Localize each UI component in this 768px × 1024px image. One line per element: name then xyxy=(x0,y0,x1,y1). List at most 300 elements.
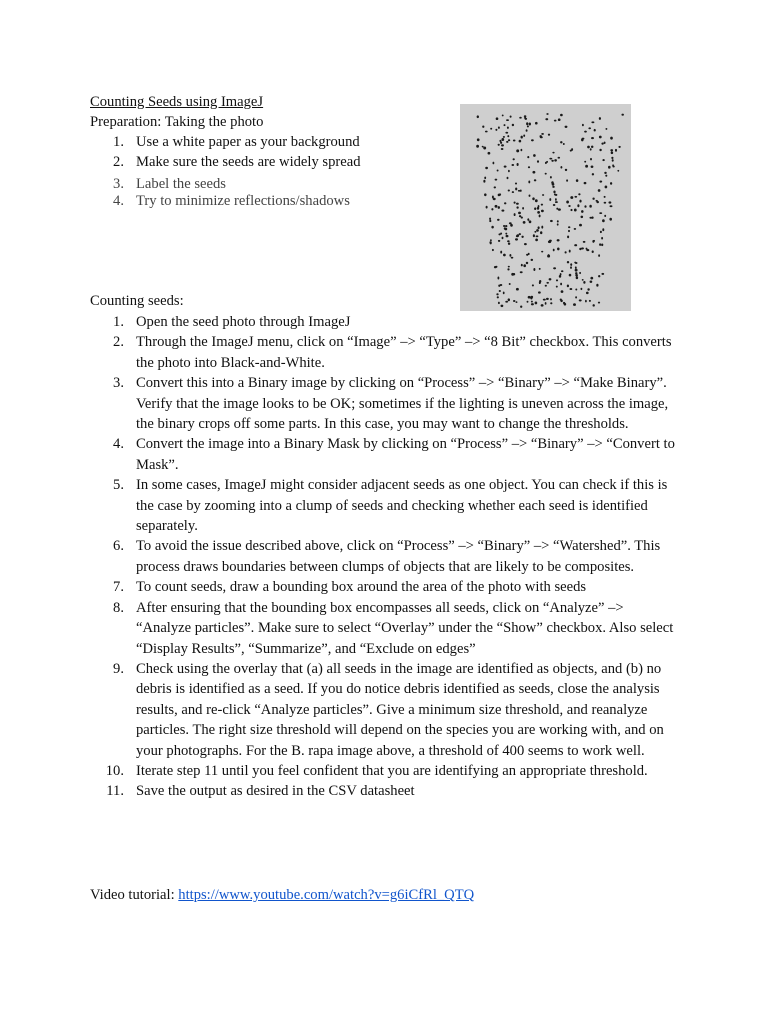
seed-dot xyxy=(610,137,613,140)
seed-dot xyxy=(527,301,529,303)
seed-dot xyxy=(541,210,544,213)
seed-dot xyxy=(583,241,586,243)
seed-dot xyxy=(554,120,557,122)
seed-dot xyxy=(509,283,511,285)
seed-dot xyxy=(541,251,543,253)
seed-dot xyxy=(575,274,578,277)
seed-dot xyxy=(610,205,613,207)
seed-dot xyxy=(477,138,480,141)
seed-dot xyxy=(503,225,505,227)
seed-dot xyxy=(591,165,594,167)
seed-dot xyxy=(526,254,528,256)
step-number: 2. xyxy=(113,334,124,351)
video-tutorial-link[interactable]: https://www.youtube.com/watch?v=g6iCfRl_QTQ xyxy=(178,887,475,903)
seed-dot xyxy=(585,165,588,168)
seed-dot xyxy=(541,133,544,135)
seed-dot xyxy=(598,189,601,192)
seed-dot xyxy=(507,240,510,242)
seed-dot xyxy=(584,131,587,133)
seed-dot xyxy=(557,223,559,225)
step-number: 1. xyxy=(113,314,124,330)
seed-dot xyxy=(604,141,606,144)
seed-dot xyxy=(515,238,518,240)
seed-dot xyxy=(602,219,605,222)
seed-dot xyxy=(570,150,572,152)
preparation-step xyxy=(90,132,450,152)
seed-dot xyxy=(561,290,564,293)
seed-dot xyxy=(602,159,604,161)
seed-dot xyxy=(533,234,535,237)
seed-dot xyxy=(568,226,570,228)
seed-dot xyxy=(599,181,602,183)
seed-dot xyxy=(496,117,499,120)
seed-dot xyxy=(570,209,572,211)
seed-dot xyxy=(553,191,555,194)
seed-dot xyxy=(566,179,568,181)
seed-dot xyxy=(492,196,494,199)
seed-dot xyxy=(546,282,549,284)
seed-dot xyxy=(523,264,526,267)
seed-dot xyxy=(497,296,499,298)
seed-dot xyxy=(558,208,561,210)
seed-dot xyxy=(550,298,552,300)
seed-dot xyxy=(565,251,567,253)
seed-dot xyxy=(500,251,502,254)
step-number: 1. xyxy=(113,134,124,150)
seed-dot xyxy=(590,148,592,150)
seed-dot xyxy=(594,129,596,132)
seed-dot xyxy=(554,159,557,161)
seed-dot xyxy=(482,146,484,148)
seed-dot xyxy=(555,198,557,201)
seed-dot xyxy=(574,244,577,246)
seed-dot xyxy=(575,269,578,272)
seed-dot xyxy=(539,268,541,270)
seed-dot xyxy=(549,158,552,160)
seed-dot xyxy=(545,173,547,175)
seed-dot xyxy=(568,205,570,207)
seed-dot xyxy=(503,254,506,257)
seed-dot xyxy=(523,221,526,224)
seed-dot xyxy=(483,147,486,150)
seed-dot xyxy=(610,149,613,151)
seed-dot xyxy=(513,300,515,302)
seed-dot xyxy=(557,220,559,222)
seed-dot xyxy=(550,220,553,222)
seed-dot xyxy=(518,190,521,192)
seed-dot xyxy=(508,139,510,141)
counting-steps-list xyxy=(90,312,682,802)
seed-dot xyxy=(549,278,552,280)
seed-dot xyxy=(546,113,548,115)
seed-dot xyxy=(527,125,529,127)
seed-dot xyxy=(569,274,572,277)
seed-dot xyxy=(590,277,593,280)
seed-dot xyxy=(612,165,614,167)
seed-dot xyxy=(515,183,517,185)
counting-step xyxy=(90,577,682,597)
seed-dot xyxy=(560,141,562,143)
seed-dot xyxy=(545,118,548,120)
seed-dot xyxy=(575,296,577,298)
seed-dot xyxy=(601,142,603,144)
seed-dot xyxy=(520,149,522,152)
seed-dot xyxy=(490,239,492,241)
seed-dot xyxy=(506,235,509,237)
seed-dot xyxy=(589,300,591,302)
seed-dot xyxy=(526,129,528,132)
seed-dot xyxy=(561,270,563,272)
seed-dot xyxy=(605,185,608,188)
seed-dot xyxy=(510,116,512,118)
video-tutorial-label: Video tutorial: xyxy=(90,887,175,903)
seed-dot xyxy=(584,182,587,184)
seed-dot xyxy=(516,203,519,205)
seed-dot xyxy=(504,124,506,126)
seed-dot xyxy=(582,279,584,281)
seed-dot xyxy=(584,205,586,208)
seed-dot xyxy=(503,136,505,138)
step-text: Save the output as desired in the CSV datasheet xyxy=(136,783,415,800)
seed-dot xyxy=(519,215,521,217)
seed-dot xyxy=(570,196,573,199)
seed-dot xyxy=(591,146,593,149)
seed-dot xyxy=(503,292,505,295)
seed-dot xyxy=(526,262,529,264)
seed-dot xyxy=(516,206,518,208)
seed-dot xyxy=(576,276,578,279)
seed-dot xyxy=(556,286,558,288)
seed-dot xyxy=(501,148,504,150)
seed-dot xyxy=(591,121,594,123)
seed-dot xyxy=(524,243,527,245)
seed-dot xyxy=(497,277,499,280)
seed-dot xyxy=(557,247,560,250)
seed-dot xyxy=(490,128,492,130)
seed-dot xyxy=(549,241,552,243)
seed-dot xyxy=(541,204,543,206)
step-text: Make sure the seeds are widely spread xyxy=(136,154,361,171)
seed-dot xyxy=(508,190,510,192)
seed-dot xyxy=(579,299,582,301)
seed-dot xyxy=(543,299,546,301)
seed-dot xyxy=(588,127,591,129)
seed-dot xyxy=(519,233,521,235)
seed-dot xyxy=(600,231,602,234)
seed-dot xyxy=(536,235,539,237)
seed-dot xyxy=(612,159,614,162)
seed-dot xyxy=(615,149,617,152)
seed-dot xyxy=(579,224,582,227)
seed-dot xyxy=(575,288,577,290)
seed-dot xyxy=(568,230,570,232)
seed-dot xyxy=(484,176,486,179)
seed-dot xyxy=(515,187,517,190)
seed-dot xyxy=(531,139,534,141)
seed-dot xyxy=(563,302,565,304)
seed-dot xyxy=(581,138,584,141)
seed-dot xyxy=(534,179,536,181)
seed-dot xyxy=(488,152,491,155)
seed-dot xyxy=(537,207,539,210)
seed-dot xyxy=(498,240,500,242)
seed-dot xyxy=(558,157,561,159)
seed-dot xyxy=(489,217,491,220)
seed-dot xyxy=(511,273,514,276)
seed-dot xyxy=(511,257,514,259)
seed-dot xyxy=(529,123,531,126)
seed-dot xyxy=(528,296,531,299)
seed-dot xyxy=(516,288,519,291)
seed-dot xyxy=(592,304,594,307)
seed-dot xyxy=(496,293,498,295)
seed-dot xyxy=(555,201,558,203)
seed-dot xyxy=(538,226,540,229)
seed-dot xyxy=(554,194,556,196)
seed-dot xyxy=(511,164,514,166)
seed-dot xyxy=(611,151,614,154)
step-text: Label the seeds xyxy=(136,175,226,192)
counting-step xyxy=(90,332,682,373)
seed-dot xyxy=(527,156,529,158)
seed-dot xyxy=(577,204,579,207)
seed-dot xyxy=(508,243,510,245)
step-number: 10. xyxy=(105,762,124,779)
seed-dot xyxy=(574,262,576,264)
seed-dot xyxy=(580,288,582,290)
seed-dot xyxy=(519,117,522,119)
seed-dot xyxy=(534,207,536,210)
counting-step xyxy=(90,536,682,577)
step-text: Convert the image into a Binary Mask by clicking on “Process” –> “Binary” –> “Convert to Mask”. xyxy=(136,436,675,473)
seed-dot xyxy=(592,250,594,253)
seed-dot xyxy=(489,241,491,243)
seed-dot xyxy=(593,240,595,242)
seed-dot xyxy=(596,284,598,287)
seed-dot xyxy=(550,176,552,179)
seed-dot xyxy=(532,171,535,174)
seed-dot xyxy=(567,236,569,239)
seed-dot xyxy=(535,239,538,242)
seed-dot xyxy=(621,114,624,116)
document-title: Counting Seeds using ImageJ xyxy=(90,94,264,110)
seed-dot xyxy=(560,166,562,169)
seed-dot xyxy=(601,243,603,246)
seed-dot xyxy=(552,186,555,188)
seed-dot xyxy=(512,124,514,126)
step-number: 4. xyxy=(113,436,124,453)
step-number: 11. xyxy=(106,783,124,800)
step-text: Use a white paper as your background xyxy=(136,134,360,150)
seed-dot xyxy=(553,267,556,269)
seed-dot xyxy=(537,211,540,214)
seed-dot xyxy=(508,266,510,268)
counting-step xyxy=(90,781,682,801)
seed-dot xyxy=(552,152,554,154)
seed-dot xyxy=(604,172,607,174)
seed-dot xyxy=(581,216,584,218)
seed-dot xyxy=(576,179,578,182)
seed-dot xyxy=(501,138,504,141)
step-text: Open the seed photo through ImageJ xyxy=(136,314,351,330)
seed-dot xyxy=(535,301,538,304)
seed-dot xyxy=(513,140,516,142)
seed-dot xyxy=(570,266,572,269)
seed-dot xyxy=(574,196,577,198)
seed-dot xyxy=(484,193,487,196)
seed-dot xyxy=(557,239,560,241)
seed-dot xyxy=(498,126,500,129)
seed-dot xyxy=(504,202,506,204)
seed-dot xyxy=(529,195,531,197)
seed-dot xyxy=(540,231,542,234)
counting-step xyxy=(90,312,682,332)
seed-dot xyxy=(537,160,539,163)
seed-dot xyxy=(532,284,534,286)
seed-dot xyxy=(547,255,550,258)
seed-dot xyxy=(477,115,479,118)
seed-dot xyxy=(552,183,555,186)
seed-dot xyxy=(508,298,510,301)
step-text: To count seeds, draw a bounding box around the area of the photo with seeds xyxy=(136,579,587,596)
seed-dot xyxy=(512,191,514,193)
preparation-step xyxy=(90,152,450,172)
seed-dot xyxy=(491,208,493,210)
seed-dot xyxy=(590,281,593,283)
seed-photo xyxy=(460,104,631,311)
seed-dot xyxy=(604,202,607,204)
seed-dot xyxy=(599,117,601,120)
seed-dot xyxy=(559,275,561,278)
seed-dot xyxy=(534,231,536,233)
seed-dot xyxy=(499,290,501,292)
step-text: To avoid the issue described above, click on “Process” –> “Binary” –> “Watershed”. This process draws boundaries between clumps of objects that are likely to be composites. xyxy=(136,538,661,575)
seed-dot xyxy=(502,237,504,240)
seed-dot xyxy=(563,143,565,145)
seed-dot xyxy=(507,135,509,137)
step-number: 3. xyxy=(113,175,124,192)
seed-dot xyxy=(533,268,535,271)
seed-dot xyxy=(528,180,530,183)
seed-dot xyxy=(587,146,590,149)
seed-dot xyxy=(601,237,603,240)
seed-dot xyxy=(535,199,538,202)
seed-dot xyxy=(541,226,543,229)
seed-dot xyxy=(567,285,569,288)
seed-dot xyxy=(504,227,506,230)
seed-dot xyxy=(505,233,507,235)
seed-dot xyxy=(494,186,496,188)
seed-dot xyxy=(574,209,577,212)
seed-dot xyxy=(579,272,581,274)
seed-dot xyxy=(565,126,568,128)
seed-dot xyxy=(476,145,479,148)
seed-dot xyxy=(530,296,533,298)
seed-dot xyxy=(567,261,569,263)
seed-dot xyxy=(506,141,508,143)
seed-dot xyxy=(596,200,598,202)
seed-dot xyxy=(528,166,530,168)
seed-dot xyxy=(591,137,594,139)
seed-dot xyxy=(502,114,504,116)
seed-dot xyxy=(590,158,592,161)
seed-dot xyxy=(521,136,523,139)
counting-step xyxy=(90,659,682,761)
counting-step xyxy=(90,434,682,475)
seed-dot xyxy=(518,212,521,215)
seed-dot xyxy=(556,279,558,281)
seed-dot xyxy=(611,157,613,159)
seed-dot xyxy=(517,163,519,166)
seed-photo-image xyxy=(460,104,631,311)
seed-dot xyxy=(539,281,541,284)
seed-dot xyxy=(604,196,606,198)
seed-dot xyxy=(599,149,601,151)
seed-dot xyxy=(570,263,572,266)
seed-dot xyxy=(505,132,508,134)
step-text: Try to minimize reflections/shadows xyxy=(136,193,350,210)
seed-dot xyxy=(569,250,571,253)
seed-dot xyxy=(491,226,493,229)
seed-dot xyxy=(598,254,600,257)
seed-dot xyxy=(575,266,577,269)
seed-dot xyxy=(482,125,484,127)
seed-dot xyxy=(610,182,612,185)
seed-dot xyxy=(514,213,516,216)
preparation-steps-list xyxy=(90,132,450,212)
step-text: Check using the overlay that (a) all seeds in the image are identified as objects, and (b) no debris is identified as a seed. If you do notice debris identified as seeds, close the analysis results, and re-click “Analyze particles”. Give a minimum size threshold, and reanalyze particles. The right size threshold will depend on the species you are working with, and on your photographs. For the B. rapa image above, a threshold of 400 seems to work well. xyxy=(136,660,664,759)
seed-dot xyxy=(501,305,504,307)
seed-dot xyxy=(494,266,497,268)
seed-dot xyxy=(542,194,544,196)
seed-dot xyxy=(485,131,488,133)
seed-dot xyxy=(516,235,519,237)
seed-dot xyxy=(618,146,620,148)
seed-dot xyxy=(582,124,584,127)
seed-dot xyxy=(483,180,485,183)
step-number: 9. xyxy=(113,660,124,677)
seed-dot xyxy=(500,233,502,235)
seed-dot xyxy=(599,212,602,214)
seed-dot xyxy=(586,248,588,250)
seed-dot xyxy=(586,292,589,295)
video-tutorial-line xyxy=(90,885,474,905)
seed-dot xyxy=(560,299,562,302)
seed-dot xyxy=(598,275,600,277)
seed-dot xyxy=(485,167,488,169)
seed-dot xyxy=(605,175,607,177)
seed-dot xyxy=(550,302,552,304)
seed-dot xyxy=(497,169,499,171)
seed-dot xyxy=(529,220,532,223)
seed-dot xyxy=(516,149,519,152)
seed-dot xyxy=(585,300,587,303)
seed-dot xyxy=(531,301,533,303)
seed-dot xyxy=(589,205,591,208)
seed-dot xyxy=(608,166,611,169)
seed-dot xyxy=(605,128,607,130)
seed-dot xyxy=(574,228,577,230)
seed-dot xyxy=(520,271,523,273)
seed-dot xyxy=(489,220,491,222)
seed-dot xyxy=(506,119,509,121)
seed-dot xyxy=(507,126,509,128)
preparation-heading: Preparation: Taking the photo xyxy=(90,114,264,130)
seed-dot xyxy=(560,114,563,117)
seed-dot xyxy=(523,135,525,137)
seed-dot xyxy=(492,162,494,165)
seed-dot xyxy=(583,281,585,284)
